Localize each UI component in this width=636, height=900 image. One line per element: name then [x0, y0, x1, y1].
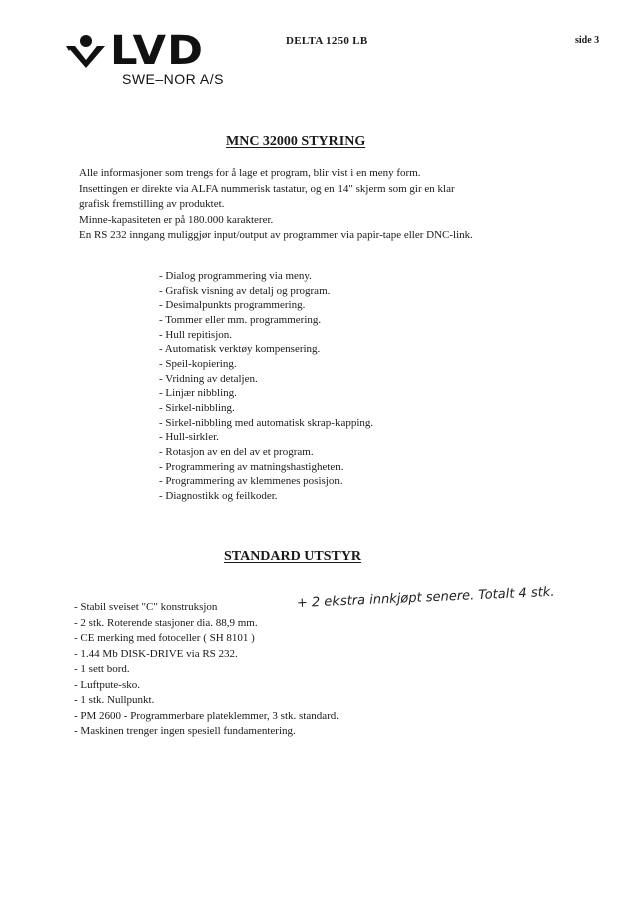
equipment-item: - 1 stk. Nullpunkt. [74, 694, 155, 706]
feature-item: - Grafisk visning av detalj og program. [159, 284, 331, 297]
intro-line: Alle informasjoner som trengs for å lage et program, blir vist i en meny form. [79, 167, 421, 179]
feature-item: - Speil-kopiering. [159, 358, 237, 371]
intro-paragraph [79, 166, 609, 244]
equipment-item: - Stabil sveiset "C" konstruksjon [74, 601, 218, 613]
intro-line: Insettingen er direkte via ALFA nummerisk tastatur, og en 14" skjerm som gir en klar [79, 182, 455, 195]
feature-item: - Hull-sirkler. [159, 431, 219, 444]
feature-item: - Vridning av detaljen. [159, 372, 258, 385]
equipment-list [74, 600, 339, 740]
equipment-item: - 1.44 Mb DISK-DRIVE via RS 232. [74, 647, 238, 660]
equipment-item: - PM 2600 - Programmerbare plateklemmer, 3 stk. standard. [74, 709, 340, 722]
section-title-standard-utstyr: STANDARD UTSTYR [224, 549, 362, 564]
feature-item: - Hull repitisjon. [159, 328, 233, 341]
equipment-item: - Maskinen trenger ingen spesiell fundamentering. [74, 725, 296, 737]
feature-item: - Programmering av klemmenes posisjon. [159, 475, 343, 488]
feature-item: - Desimalpunkts programmering. [159, 299, 306, 312]
feature-item: - Diagnostikk og feilkoder. [159, 490, 278, 503]
logo-subtitle: SWE–NOR A/S [122, 71, 224, 87]
feature-item: - Dialog programmering via meny. [159, 270, 312, 282]
page-number: side 3 [575, 35, 600, 46]
equipment-item: - Luftpute-sko. [74, 678, 140, 691]
logo-wordmark: LVD [110, 28, 205, 74]
feature-item: - Automatisk verktøy kompensering. [159, 343, 321, 356]
intro-line: grafisk fremstilling av produktet. [79, 198, 225, 211]
lvd-logo [66, 30, 241, 90]
equipment-item: - 2 stk. Roterende stasjoner dia. 88,9 mm. [74, 616, 258, 629]
section-title-styring: MNC 32000 STYRING [226, 134, 366, 149]
equipment-item: - 1 sett bord. [74, 663, 130, 675]
feature-list [159, 269, 373, 504]
intro-line: Minne-kapasiteten er på 180.000 karakterer. [79, 213, 274, 226]
feature-item: - Linjær nibbling. [159, 387, 237, 400]
feature-item: - Tommer eller mm. programmering. [159, 314, 322, 327]
equipment-item: - CE merking med fotoceller ( SH 8101 ) [74, 632, 255, 644]
logo-mark-icon [66, 34, 106, 68]
feature-item: - Rotasjon av en del av et program. [159, 446, 314, 459]
model-name: DELTA 1250 LB [286, 35, 368, 47]
handwritten-note: + 2 ekstra innkjøpt senere. Totalt 4 stk. [296, 584, 555, 611]
feature-item: - Sirkel-nibbling med automatisk skrap-kapping. [159, 416, 374, 429]
feature-item: - Programmering av matningshastigheten. [159, 460, 344, 473]
feature-item: - Sirkel-nibbling. [159, 402, 235, 415]
intro-line: En RS 232 inngang muliggjør input/output av programmer via papir-tape eller DNC-link. [79, 229, 473, 242]
